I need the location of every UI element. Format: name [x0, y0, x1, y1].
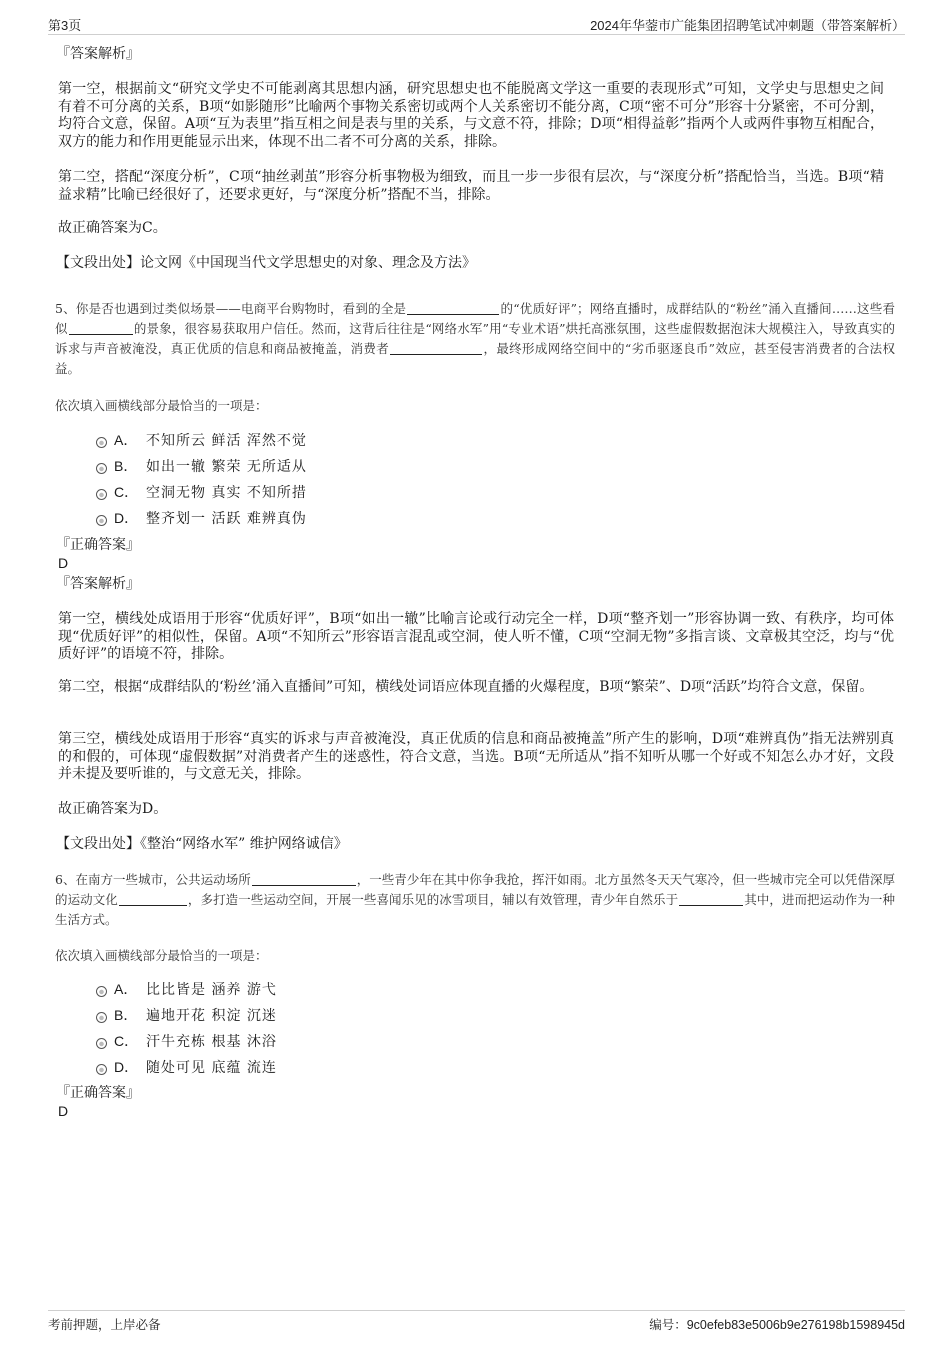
option-d[interactable]: D． 整齐划一 活跃 难辨真伪	[96, 508, 458, 534]
answer-analysis-heading: 『答案解析』	[56, 46, 140, 62]
radio-icon[interactable]	[96, 986, 107, 997]
question-6-stem: 6、在南方一些城市，公共运动场所 ，一些青少年在其中你争我抢，挥汗如雨。北方虽然冬天天气寒冷，但一些城市完全可以凭借深厚的运动文化 ，多打造一些运动空间，开展一些喜闻乐见的冰雪项目，辅以有效管理，青少年自然乐于 其中，进而把运动作为一种生活方式。	[55, 872, 895, 927]
page-footer	[48, 1310, 905, 1333]
radio-icon[interactable]	[96, 1012, 107, 1023]
document-title: 2024年华蓥市广能集团招聘笔试冲刺题（带答案解析）	[590, 18, 905, 33]
correct-answer: D	[58, 1103, 69, 1119]
option-b[interactable]: B． 遍地开花 积淀 沉迷	[96, 1005, 458, 1031]
q6-options	[58, 979, 458, 1083]
source-citation: 【文段出处】论文网《中国现当代文学思想史的对象、理念及方法》	[56, 255, 476, 271]
question-prompt: 依次填入画横线部分最恰当的一项是：	[55, 948, 268, 963]
fill-blank	[407, 301, 499, 315]
question-5-stem: 5、你是否也遇到过类似场景——电商平台购物时，看到的全是 的“优质好评”；网络直播时，成群结队的“粉丝”涌入直播间……这些看似 的景象，很容易获取用户信任。然而，这背后往往是“网络水军”用“专业术语”烘托高涨氛围，这些虚假数据泡沫大规模注入，导致真实的诉求与声音被淹没，真正优质的信息和商品被掩盖，消费者 ，最终形成网络空间中的“劣币驱逐良币”效应，甚至侵害消费者的合法权益。	[55, 301, 895, 376]
analysis-paragraph: 第一空，横线处成语用于形容“优质好评”，B项“如出一辙”比喻言论或行动完全一样，D项“整齐划一”形容协调一致、有秩序，均可体现“优质好评”的相似性，保留。A项“不知所云”形容语言混乱或空洞，使人听不懂，C项“空洞无物”多指言谈、文章极其空泛，均与“优质好评”的语境不符，排除。	[58, 611, 894, 662]
fill-blank	[69, 321, 133, 335]
fill-blank	[119, 892, 187, 906]
option-d[interactable]: D． 随处可见 底蕴 流连	[96, 1057, 458, 1083]
analysis-paragraph: 第一空，根据前文“研究文学史不可能剥离其思想内涵，研究思想史也不能脱离文学这一重要的表现形式”可知，文学史与思想史之间有着不可分离的关系，B项“如影随形”比喻两个事物关系密切或两个人关系密切不能分离，C项“密不可分”形容十分紧密，不可分割，均符合文意，保留。A项“互为表里”指互相之间是表与里的关系，与文意不符，排除；D项“相得益彰”指两个人或两件事物互相配合，双方的能力和作用更能显示出来，体现不出二者不可分离的关系，排除。	[58, 81, 884, 150]
radio-icon[interactable]	[96, 489, 107, 500]
page-number: 第3页	[48, 18, 82, 33]
q5-options	[58, 430, 458, 534]
footer-motto: 考前押题，上岸必备	[48, 1318, 161, 1332]
analysis-paragraph: 第二空，搭配“深度分析”，C项“抽丝剥茧”形容分析事物极为细致，而且一步一步很有层次，与“深度分析”搭配恰当，当选。B项“精益求精”比喻已经很好了，还要求更好，与“深度分析”搭配不当，排除。	[58, 169, 884, 203]
option-c[interactable]: C． 汗牛充栋 根基 沐浴	[96, 1031, 458, 1057]
question-prompt: 依次填入画横线部分最恰当的一项是：	[55, 398, 268, 413]
conclusion: 故正确答案为C。	[58, 220, 167, 236]
correct-answer-heading: 『正确答案』	[56, 537, 140, 553]
option-c[interactable]: C． 空洞无物 真实 不知所措	[96, 482, 458, 508]
option-b[interactable]: B． 如出一辙 繁荣 无所适从	[96, 456, 458, 482]
correct-answer: D	[58, 555, 69, 571]
conclusion: 故正确答案为D。	[58, 801, 168, 817]
page-header	[48, 14, 905, 35]
source-citation: 【文段出处】《整治“网络水军” 维护网络诚信》	[56, 836, 348, 852]
q4-analysis	[58, 46, 898, 63]
radio-icon[interactable]	[96, 1064, 107, 1075]
radio-icon[interactable]	[96, 1038, 107, 1049]
radio-icon[interactable]	[96, 463, 107, 474]
fill-blank	[679, 892, 743, 906]
radio-icon[interactable]	[96, 515, 107, 526]
answer-analysis-heading: 『答案解析』	[56, 576, 140, 592]
option-a[interactable]: A． 不知所云 鲜活 浑然不觉	[96, 430, 458, 456]
correct-answer-heading: 『正确答案』	[56, 1085, 140, 1101]
fill-blank	[390, 341, 482, 355]
fill-blank	[252, 872, 356, 886]
document-code: 编号：9c0efeb83e5006b9e276198b1598945d	[649, 1318, 905, 1332]
analysis-paragraph: 第三空，横线处成语用于形容“真实的诉求与声音被淹没，真正优质的信息和商品被掩盖”所产生的影响，D项“难辨真伪”指无法辨别真的和假的，可体现“虚假数据”对消费者产生的迷惑性，符合文意，当选。B项“无所适从”指不知听从哪一个好或不知怎么办才好，文段并未提及要听谁的，与文意无关，排除。	[58, 731, 894, 782]
analysis-paragraph: 第二空，根据“成群结队的‘粉丝’涌入直播间”可知，横线处词语应体现直播的火爆程度，B项“繁荣”、D项“活跃”均符合文意，保留。	[58, 679, 874, 695]
radio-icon[interactable]	[96, 437, 107, 448]
option-a[interactable]: A． 比比皆是 涵养 游弋	[96, 979, 458, 1005]
